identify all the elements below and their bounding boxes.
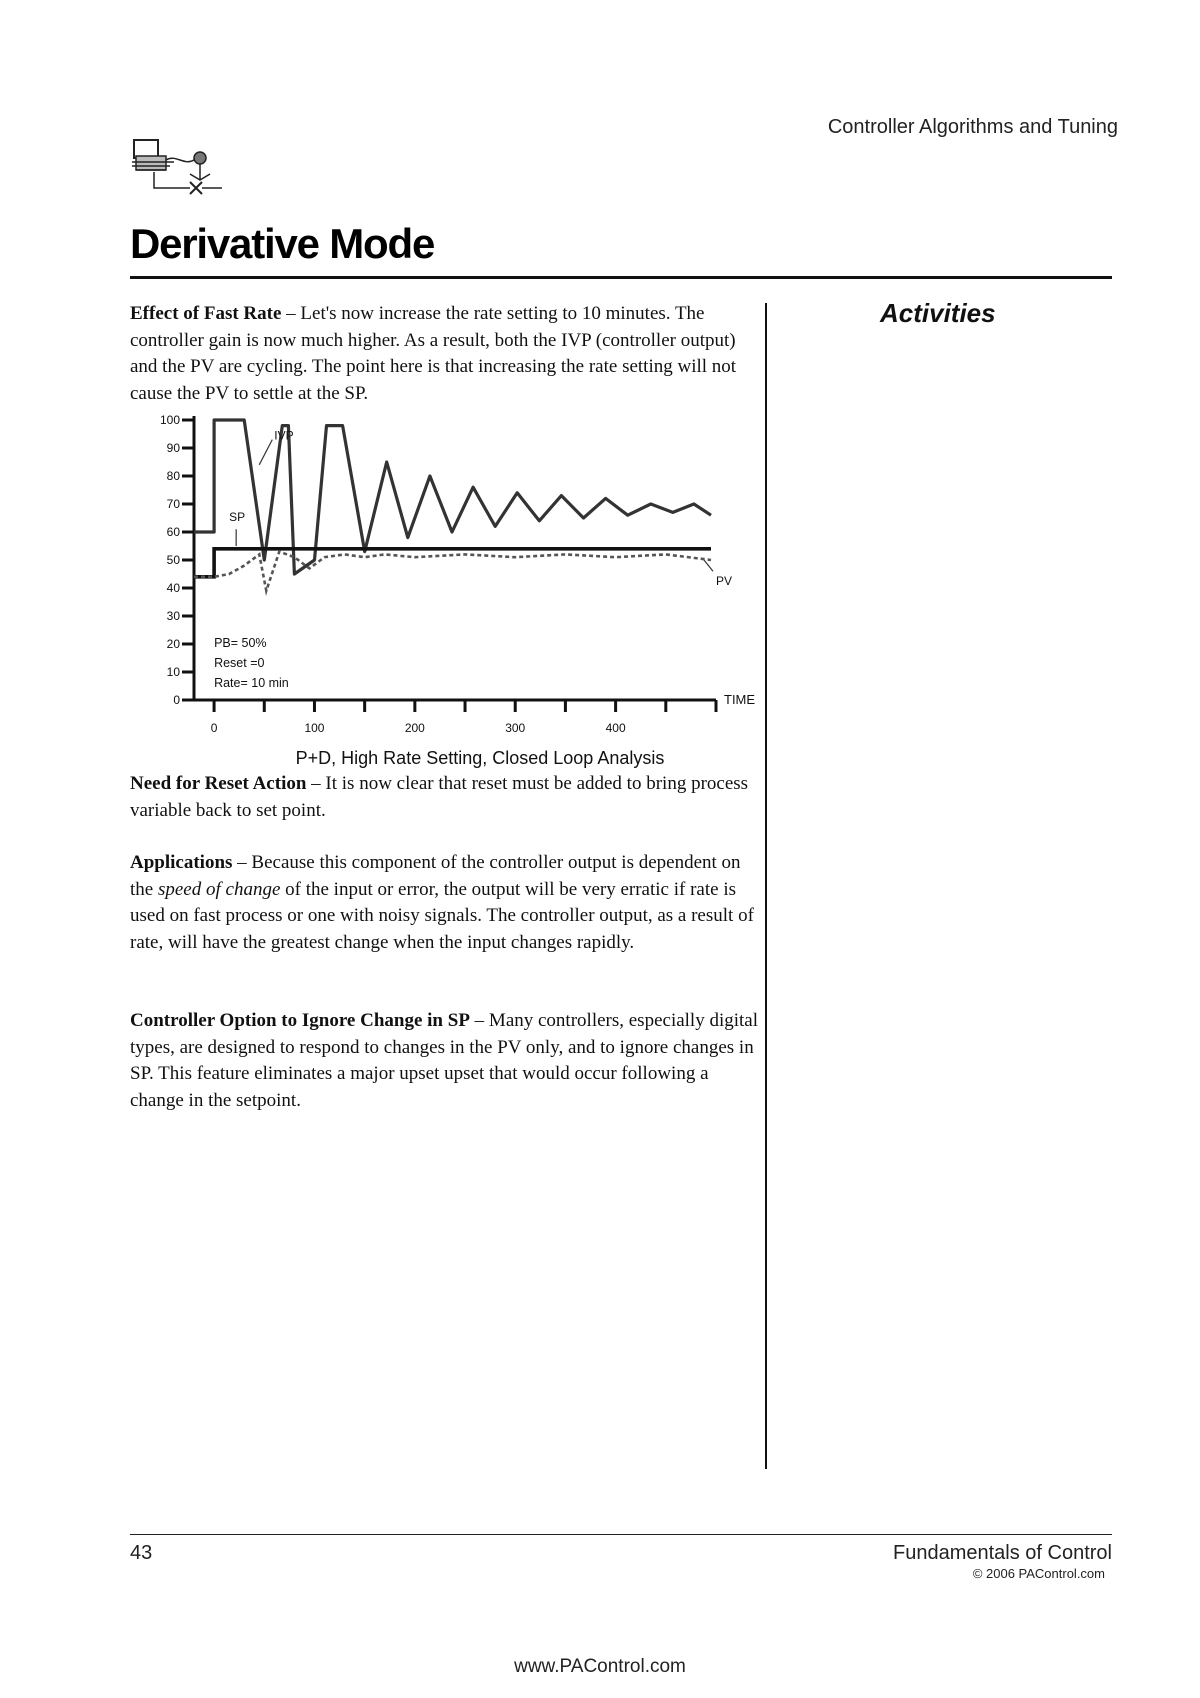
chart-annotation: Reset =0 <box>214 655 265 670</box>
closed-loop-chart <box>140 412 770 774</box>
paragraph-lead: Need for Reset Action <box>130 773 307 794</box>
x-axis-label: TIME <box>724 692 756 707</box>
page-number: 43 <box>130 1542 153 1564</box>
paragraph-body: – It is now clear that reset must be added to bring process variable back to set point. <box>130 773 749 821</box>
x-tick-label: 300 <box>505 721 526 735</box>
x-tick-label: 400 <box>605 721 626 735</box>
chart-annotation: PB= 50% <box>214 635 267 650</box>
y-tick-label: 40 <box>166 581 180 595</box>
x-tick-label: 100 <box>304 721 325 735</box>
chart-caption: P+D, High Rate Setting, Closed Loop Analysis <box>295 748 665 768</box>
y-tick-label: 10 <box>166 665 180 679</box>
x-tick-label: 200 <box>404 721 425 735</box>
process-schematic-logo <box>130 136 226 208</box>
paragraph-lead: Effect of Fast Rate <box>130 303 282 324</box>
y-tick-label: 0 <box>173 693 180 707</box>
footer-divider <box>130 1534 1112 1535</box>
y-tick-label: 70 <box>166 497 180 511</box>
paragraph-applications <box>130 850 760 956</box>
paragraph-body: – Let's now increase the rate setting to 10 minutes. The controller gain is now much higher. As a result, both the IVP (controller output) and the PV are cycling. The point here is that increasing the rate setting will not cause the PV to settle at the SP. <box>130 303 737 404</box>
paragraph-body: – Because this component of the controller output is dependent on the <box>130 852 741 900</box>
paragraph-body-continued: of the input or error, the output will be very erratic if rate is used on fast process or one with noisy signals. The controller output, as a result of rate, will have the greatest change when the input changes rapidly. <box>130 878 754 953</box>
footer-copyright: © 2006 PAControl.com <box>972 1566 1105 1581</box>
paragraph-reset-action <box>130 771 760 824</box>
series-label-ivp: IVP <box>274 428 294 443</box>
series-label-pv: PV <box>716 574 733 589</box>
footer-book-title: Fundamentals of Control <box>892 1542 1112 1564</box>
chart-annotation: Rate= 10 min <box>214 675 289 690</box>
paragraph-lead: Controller Option to Ignore Change in SP <box>130 1010 470 1031</box>
paragraph-ignore-sp <box>130 1008 760 1114</box>
running-header: Controller Algorithms and Tuning <box>827 116 1118 138</box>
y-tick-label: 100 <box>159 413 180 427</box>
y-tick-label: 20 <box>166 637 180 651</box>
x-tick-label: 0 <box>210 721 218 735</box>
y-tick-label: 90 <box>166 441 180 455</box>
footer-website: www.PAControl.com <box>514 1656 686 1677</box>
emphasis-text: speed of change <box>157 878 281 900</box>
series-ivp-line <box>194 420 711 574</box>
y-tick-label: 30 <box>166 609 180 623</box>
y-tick-label: 80 <box>166 469 180 483</box>
series-pv-line <box>194 552 711 591</box>
series-label-sp: SP <box>229 509 246 524</box>
activities-heading: Activities <box>880 298 996 328</box>
paragraph-fast-rate <box>130 301 760 407</box>
label-leader-ivp <box>259 440 272 465</box>
y-tick-label: 60 <box>166 525 180 539</box>
page-title: Derivative Mode <box>130 220 435 267</box>
paragraph-body: – Many controllers, especially digital types, are designed to respond to changes in the PV only, and to ignore changes in SP. This feature eliminates a major upset upset that would occur following a change in the setpoint. <box>130 1010 759 1111</box>
label-leader-pv <box>704 560 713 571</box>
title-divider <box>130 276 1112 279</box>
chart-labels <box>214 429 755 768</box>
chart-series <box>194 420 711 591</box>
paragraph-lead: Applications <box>130 852 233 873</box>
y-tick-label: 50 <box>166 553 180 567</box>
